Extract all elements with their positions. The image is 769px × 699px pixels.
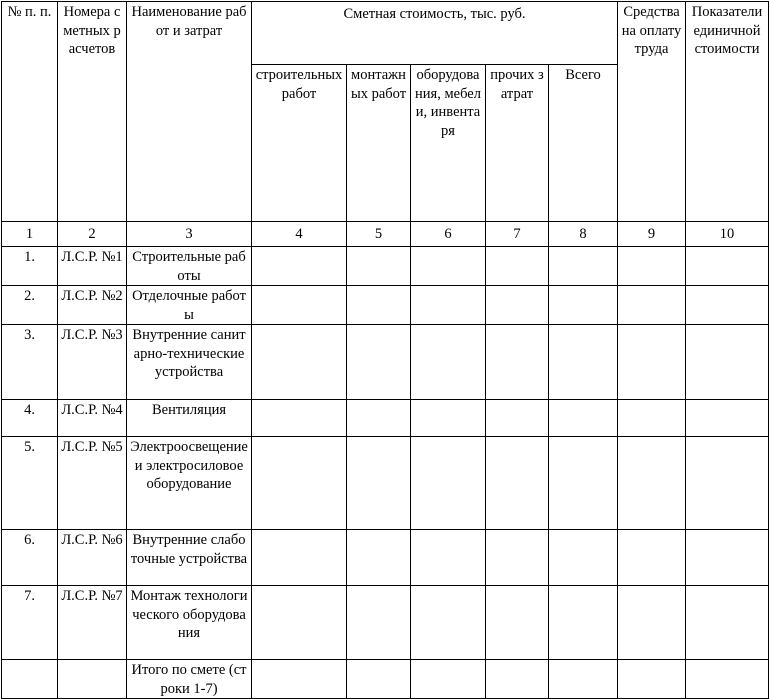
empty-cell xyxy=(252,325,347,400)
empty-cell xyxy=(411,530,486,586)
row-work-name: Внутренние слаботочные устройства xyxy=(127,530,252,586)
empty-cell xyxy=(411,325,486,400)
row-work-name: Отделочные работы xyxy=(127,286,252,325)
row-work-name: Внутренние санитарно-технические устройства xyxy=(127,325,252,400)
column-number-row xyxy=(2,222,769,247)
empty-cell xyxy=(618,530,686,586)
row-estimate-ref: Л.С.Р. №2 xyxy=(58,286,127,325)
header-row-number: № п. п. xyxy=(2,2,58,222)
table-row xyxy=(2,325,769,400)
header-estimate-number: Номера сметных расчетов xyxy=(58,2,127,222)
empty-cell xyxy=(2,660,58,699)
empty-cell xyxy=(549,400,618,437)
column-number: 7 xyxy=(486,222,549,247)
empty-cell xyxy=(252,437,347,530)
header-labor-funds: Средства на оплату труда xyxy=(618,2,686,222)
header-total: Всего xyxy=(549,65,618,222)
empty-cell xyxy=(486,437,549,530)
empty-cell xyxy=(686,660,769,699)
empty-cell xyxy=(618,586,686,660)
empty-cell xyxy=(411,400,486,437)
empty-cell xyxy=(549,586,618,660)
column-number: 2 xyxy=(58,222,127,247)
empty-cell xyxy=(411,660,486,699)
empty-cell xyxy=(252,286,347,325)
header-equipment: оборудования, мебели, инвентаря xyxy=(411,65,486,222)
empty-cell xyxy=(486,325,549,400)
column-number: 6 xyxy=(411,222,486,247)
empty-cell xyxy=(549,660,618,699)
row-estimate-ref: Л.С.Р. №6 xyxy=(58,530,127,586)
empty-cell xyxy=(347,437,411,530)
empty-cell xyxy=(486,530,549,586)
table-row xyxy=(2,286,769,325)
row-number: 6. xyxy=(2,530,58,586)
row-number: 7. xyxy=(2,586,58,660)
table-row xyxy=(2,400,769,437)
row-work-name: Монтаж технологического оборудования xyxy=(127,586,252,660)
column-number: 3 xyxy=(127,222,252,247)
empty-cell xyxy=(252,400,347,437)
total-label: Итого по смете (строки 1-7) xyxy=(127,660,252,699)
row-number: 2. xyxy=(2,286,58,325)
row-estimate-ref: Л.С.Р. №7 xyxy=(58,586,127,660)
empty-cell xyxy=(686,286,769,325)
empty-cell xyxy=(549,247,618,286)
empty-cell xyxy=(252,247,347,286)
empty-cell xyxy=(252,660,347,699)
empty-cell xyxy=(411,286,486,325)
empty-cell xyxy=(252,530,347,586)
empty-cell xyxy=(618,325,686,400)
column-number: 10 xyxy=(686,222,769,247)
column-number: 8 xyxy=(549,222,618,247)
empty-cell xyxy=(58,660,127,699)
header-construction-works: строительных работ xyxy=(252,65,347,222)
empty-cell xyxy=(411,247,486,286)
empty-cell xyxy=(618,437,686,530)
row-number: 4. xyxy=(2,400,58,437)
empty-cell xyxy=(486,286,549,325)
header-work-name: Наименование работ и затрат xyxy=(127,2,252,222)
empty-cell xyxy=(411,437,486,530)
empty-cell xyxy=(411,586,486,660)
empty-cell xyxy=(347,586,411,660)
column-number: 9 xyxy=(618,222,686,247)
total-row xyxy=(2,660,769,699)
empty-cell xyxy=(618,400,686,437)
column-number: 1 xyxy=(2,222,58,247)
empty-cell xyxy=(486,247,549,286)
empty-cell xyxy=(549,325,618,400)
table-row xyxy=(2,437,769,530)
empty-cell xyxy=(486,400,549,437)
row-estimate-ref: Л.С.Р. №3 xyxy=(58,325,127,400)
header-installation-works: монтажных работ xyxy=(347,65,411,222)
empty-cell xyxy=(686,400,769,437)
empty-cell xyxy=(618,660,686,699)
empty-cell xyxy=(347,247,411,286)
empty-cell xyxy=(549,286,618,325)
empty-cell xyxy=(252,586,347,660)
empty-cell xyxy=(347,400,411,437)
header-estimated-cost: Сметная стоимость, тыс. руб. xyxy=(252,2,618,65)
table-row xyxy=(2,247,769,286)
header-row xyxy=(2,2,769,65)
empty-cell xyxy=(686,325,769,400)
row-work-name: Строительные работы xyxy=(127,247,252,286)
table-row xyxy=(2,530,769,586)
row-number: 5. xyxy=(2,437,58,530)
empty-cell xyxy=(347,660,411,699)
empty-cell xyxy=(486,586,549,660)
empty-cell xyxy=(618,286,686,325)
empty-cell xyxy=(686,586,769,660)
empty-cell xyxy=(686,530,769,586)
row-work-name: Электроосвещение и электросиловое оборудование xyxy=(127,437,252,530)
empty-cell xyxy=(347,286,411,325)
column-number: 4 xyxy=(252,222,347,247)
empty-cell xyxy=(549,530,618,586)
row-estimate-ref: Л.С.Р. №5 xyxy=(58,437,127,530)
empty-cell xyxy=(686,247,769,286)
empty-cell xyxy=(486,660,549,699)
estimate-table xyxy=(1,1,769,699)
empty-cell xyxy=(347,325,411,400)
empty-cell xyxy=(686,437,769,530)
row-number: 3. xyxy=(2,325,58,400)
header-other-costs: прочих затрат xyxy=(486,65,549,222)
row-estimate-ref: Л.С.Р. №1 xyxy=(58,247,127,286)
row-number: 1. xyxy=(2,247,58,286)
empty-cell xyxy=(618,247,686,286)
table-row xyxy=(2,586,769,660)
column-number: 5 xyxy=(347,222,411,247)
empty-cell xyxy=(347,530,411,586)
empty-cell xyxy=(549,437,618,530)
header-unit-cost-indicators: Показатели единичной стоимости xyxy=(686,2,769,222)
row-work-name: Вентиляция xyxy=(127,400,252,437)
row-estimate-ref: Л.С.Р. №4 xyxy=(58,400,127,437)
